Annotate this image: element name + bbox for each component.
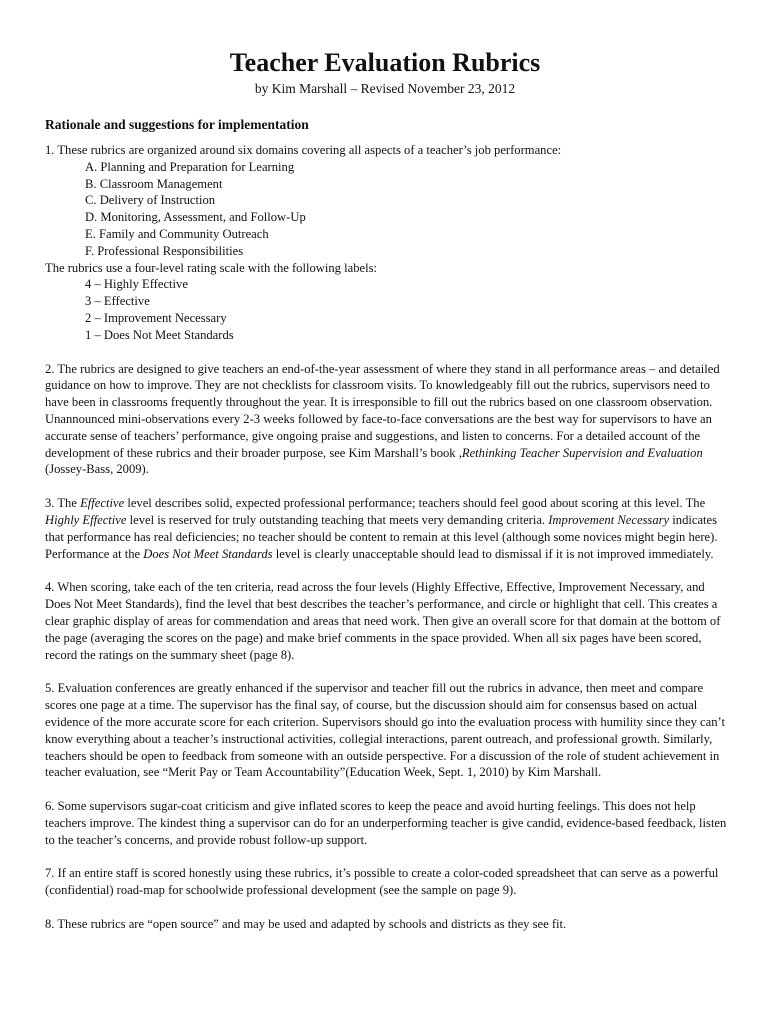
level-name-highly-effective: Highly Effective <box>45 512 127 527</box>
item-2-paragraph <box>45 361 730 479</box>
book-title: Rethinking Teacher Supervision and Evaluation <box>461 445 703 460</box>
domain-item: A. Planning and Preparation for Learning <box>85 159 295 174</box>
document-title: Teacher Evaluation Rubrics <box>229 48 541 77</box>
document-body <box>45 142 730 933</box>
level-item: 2 – Improvement Necessary <box>85 310 227 325</box>
item-2-text: 2. The rubrics are designed to give teachers an end-of-the-year assessment of where they stand in all performance areas – and detailed guidance on how to improve. They are not checklists for classroom visits. To knowledgeably fill out the rubrics, supervisors need to have been in classrooms frequently throughout the year. It is irresponsible to fill out the rubrics based on one classroom observation. Unannounced mini-observations every 2-3 weeks followed by face-to-face conversations are the best way for supervisors to have an accurate sense of teachers’ performance, give ongoing praise and suggestions, and listen to concerns. For a detailed account of the development of these rubrics and their broader purpose, see Kim Marshall’s book , <box>45 361 720 460</box>
domain-item: F. Professional Responsibilities <box>85 243 244 258</box>
section-heading: Rationale and suggestions for implementation <box>45 117 309 132</box>
domain-item: E. Family and Community Outreach <box>85 226 269 241</box>
level-name-effective: Effective <box>80 496 125 511</box>
domain-item: C. Delivery of Instruction <box>85 193 216 208</box>
item-7-paragraph: 7. If an entire staff is scored honestly using these rubrics, it’s possible to create a color-coded spreadsheet that can serve as a powerful (confidential) road-map for schoolwide professional development (see the sample on page 9). <box>45 866 719 898</box>
item-3-paragraph <box>45 495 730 562</box>
scale-intro: The rubrics use a four-level rating scale with the following labels: <box>45 260 377 275</box>
item-5-paragraph: 5. Evaluation conferences are greatly enhanced if the supervisor and teacher fill out the rubrics in advance, then meet and compare scores one page at a time. The supervisor has the final say, of course, but the discussion should aim for consensus based on actual evidence of the more accurate score for each criterion. Supervisors should go into the evaluation process with humility since they can’t know everything about a teacher’s instructional activities, collegial interactions, parent outreach, and professional growth. Similarly, teachers should be open to feedback from someone with an outside perspective. For a discussion of the role of student achievement in teacher evaluation, see “Merit Pay or Team Accountability”(Education Week, Sept. 1, 2010) by Kim Marshall. <box>45 681 725 780</box>
item-3-text: indicates that performance has real deficiencies; no teacher should be content to remain at this level (although some novices might begin here). Performance at the <box>45 512 718 561</box>
domain-item: B. Classroom Management <box>85 176 223 191</box>
level-name-does-not-meet: Does Not Meet Standards <box>143 546 273 561</box>
item-3-text: level describes solid, expected professional performance; teachers should feel good about scoring at this level. The <box>124 496 706 511</box>
item-8-paragraph: 8. These rubrics are “open source” and may be used and adapted by schools and districts as they see fit. <box>45 917 567 932</box>
item-3-text: 3. The <box>45 496 81 511</box>
level-name-improvement-necessary: Improvement Necessary <box>548 512 670 527</box>
item-1-intro: 1. These rubrics are organized around six domains covering all aspects of a teacher’s job performance: <box>45 143 562 157</box>
level-item: 3 – Effective <box>85 294 150 309</box>
item-4-paragraph: 4. When scoring, take each of the ten criteria, read across the four levels (Highly Effective, Effective, Improvement Necessary, and Does Not Meet Standards), find the level that best describes the teacher’s performance, and circle or highlight that cell. This creates a clear graphic display of areas for commendation and areas that need work. Then give an overall score for that domain at the bottom of the page (averaging the scores on the page) and make brief comments in the space provided. When all six pages have been scored, record the ratings on the summary sheet (page 8). <box>45 580 721 662</box>
item-2-text-end: (Jossey-Bass, 2009). <box>45 462 149 477</box>
level-item: 1 – Does Not Meet Standards <box>85 327 234 342</box>
domain-item: D. Monitoring, Assessment, and Follow-Up <box>85 210 306 225</box>
item-6-paragraph: 6. Some supervisors sugar-coat criticism and give inflated scores to keep the peace and avoid hurting feelings. This does not help teachers improve. The kindest thing a supervisor can do for an underperforming teacher is give candid, evidence-based feedback, listen to the teacher’s concerns, and provide robust follow-up support. <box>45 799 727 847</box>
item-3-text: level is clearly unacceptable should lead to dismissal if it is not improved immediately. <box>272 546 714 561</box>
item-3-text: level is reserved for truly outstanding teaching that meets very demanding criteria. <box>126 512 549 527</box>
document-subtitle: by Kim Marshall – Revised November 23, 2012 <box>254 81 516 96</box>
level-item: 4 – Highly Effective <box>85 277 188 292</box>
